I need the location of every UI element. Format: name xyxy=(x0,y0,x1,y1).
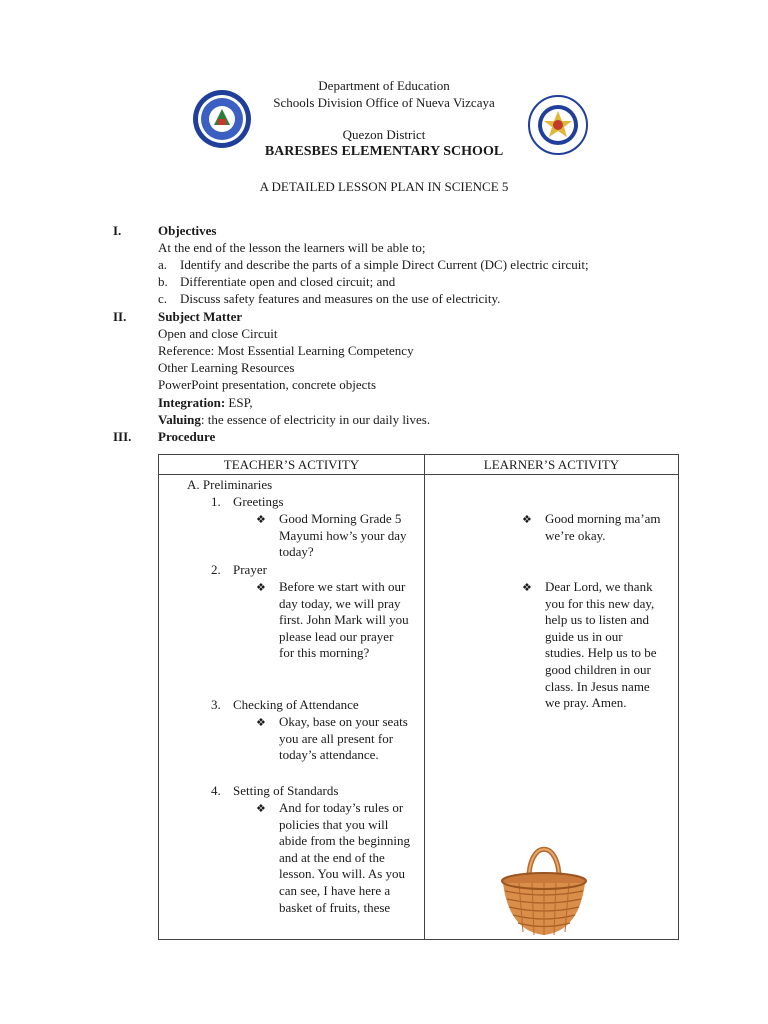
bullet-diamond-icon: ❖ xyxy=(256,717,266,729)
step-title: Setting of Standards xyxy=(233,783,339,798)
objective-text: Identify and describe the parts of a simple Direct Current (DC) electric circuit; xyxy=(180,257,589,272)
text-line: for this morning? xyxy=(279,645,370,661)
teacher-greeting-text xyxy=(279,511,406,561)
subject-matter-line: Open and close Circuit xyxy=(158,326,278,341)
text-line: we pray. Amen. xyxy=(545,695,627,711)
document-header xyxy=(0,78,768,160)
header-department: Department of Education xyxy=(318,78,450,93)
teacher-attendance-text xyxy=(279,714,408,764)
text-line: good children in our xyxy=(545,661,651,677)
text-line: guide us in our xyxy=(545,628,623,644)
valuing-value: : the essence of electricity in our daily lives. xyxy=(200,412,431,427)
document-title: A DETAILED LESSON PLAN IN SCIENCE 5 xyxy=(259,179,509,194)
text-line: lesson. You will. As you xyxy=(279,866,406,882)
bullet-diamond-icon: ❖ xyxy=(256,514,266,526)
objectives-section xyxy=(113,222,713,312)
text-line: Okay, base on your seats xyxy=(279,714,408,729)
learner-greeting-text xyxy=(545,511,661,544)
objective-text: Discuss safety features and measures on the use of electricity. xyxy=(180,291,501,306)
header-school-name: BARESBES ELEMENTARY SCHOOL xyxy=(264,143,504,159)
text-line: Before we start with our xyxy=(279,579,406,594)
procedure-title: Procedure xyxy=(158,429,216,444)
learner-activity-cell xyxy=(425,475,679,940)
text-line: first. John Mark will you xyxy=(279,612,409,628)
valuing-line xyxy=(158,411,430,428)
subject-matter-line: Other Learning Resources xyxy=(158,360,295,375)
text-line: Dear Lord, we thank xyxy=(545,579,653,594)
objective-letter: a. xyxy=(158,257,168,272)
text-line: and at the end of the xyxy=(279,849,385,865)
integration-label: Integration: xyxy=(158,395,226,410)
text-line: day today, we will pray xyxy=(279,595,401,611)
table-header-row xyxy=(159,455,679,475)
text-line: abide from the beginning xyxy=(279,833,411,849)
text-line: please lead our prayer xyxy=(279,628,394,644)
bullet-diamond-icon: ❖ xyxy=(256,582,266,594)
step-title: Greetings xyxy=(233,494,284,509)
text-line: Mayumi how’s your day xyxy=(279,527,407,543)
procedure-numeral: III. xyxy=(113,429,132,444)
teacher-standards-text xyxy=(279,800,419,916)
header-division: Schools Division Office of Nueva Vizcaya xyxy=(273,94,495,110)
bullet-diamond-icon: ❖ xyxy=(256,803,266,815)
objectives-numeral: I. xyxy=(113,223,122,238)
teacher-activity-header: TEACHER’S ACTIVITY xyxy=(159,455,425,475)
text-line: can see, I have here a xyxy=(279,882,391,898)
text-line: class. In Jesus name xyxy=(545,678,650,694)
text-line: we’re okay. xyxy=(545,527,606,543)
text-line: studies. Help us to be xyxy=(545,645,657,661)
objective-item xyxy=(158,273,395,290)
text-line: basket of fruits, these xyxy=(279,899,391,915)
objective-letter: c. xyxy=(158,291,168,306)
bullet-diamond-icon: ❖ xyxy=(522,514,532,526)
step-title: Checking of Attendance xyxy=(233,697,359,712)
subject-matter-line: Reference: Most Essential Learning Competency xyxy=(158,343,414,358)
subject-matter-title: Subject Matter xyxy=(158,309,243,324)
subject-matter-numeral: II. xyxy=(113,309,127,324)
bullet-diamond-icon: ❖ xyxy=(522,582,532,594)
valuing-label: Valuing xyxy=(158,412,201,427)
learner-prayer-text xyxy=(545,579,657,712)
objective-letter: b. xyxy=(158,274,168,289)
procedure-table xyxy=(158,454,679,940)
subject-matter-line: PowerPoint presentation, concrete objects xyxy=(158,377,377,392)
text-line: today’s attendance. xyxy=(279,747,379,763)
text-line: policies that you will xyxy=(279,816,389,832)
teacher-activity-cell xyxy=(159,475,425,940)
integration-value: ESP, xyxy=(225,395,253,410)
text-line: And for today’s rules or xyxy=(279,800,404,815)
subject-matter-section xyxy=(113,308,713,433)
step-number: 2. xyxy=(211,562,221,577)
header-district: Quezon District xyxy=(342,127,426,142)
preliminaries-heading: A. Preliminaries xyxy=(187,477,273,492)
text-line: you are all present for xyxy=(279,730,394,746)
text-line: Good morning ma’am xyxy=(545,511,661,526)
objectives-intro: At the end of the lesson the learners will be able to; xyxy=(158,240,426,255)
step-number: 3. xyxy=(211,697,221,712)
teacher-prayer-text xyxy=(279,579,409,662)
basket-icon xyxy=(499,833,589,943)
objective-text: Differentiate open and closed circuit; and xyxy=(180,274,396,289)
learner-activity-header: LEARNER’S ACTIVITY xyxy=(425,455,679,475)
text-line: Good Morning Grade 5 xyxy=(279,511,402,526)
objective-item xyxy=(158,256,589,273)
step-number: 4. xyxy=(211,783,221,798)
text-line: help us to listen and xyxy=(545,612,649,628)
table-row xyxy=(159,475,679,940)
text-line: you for this new day, xyxy=(545,595,655,611)
integration-line xyxy=(158,394,253,411)
step-number: 1. xyxy=(211,494,221,509)
step-title: Prayer xyxy=(233,562,267,577)
objectives-title: Objectives xyxy=(158,223,217,238)
objective-item xyxy=(158,290,500,307)
procedure-section xyxy=(113,428,713,446)
text-line: today? xyxy=(279,544,314,560)
